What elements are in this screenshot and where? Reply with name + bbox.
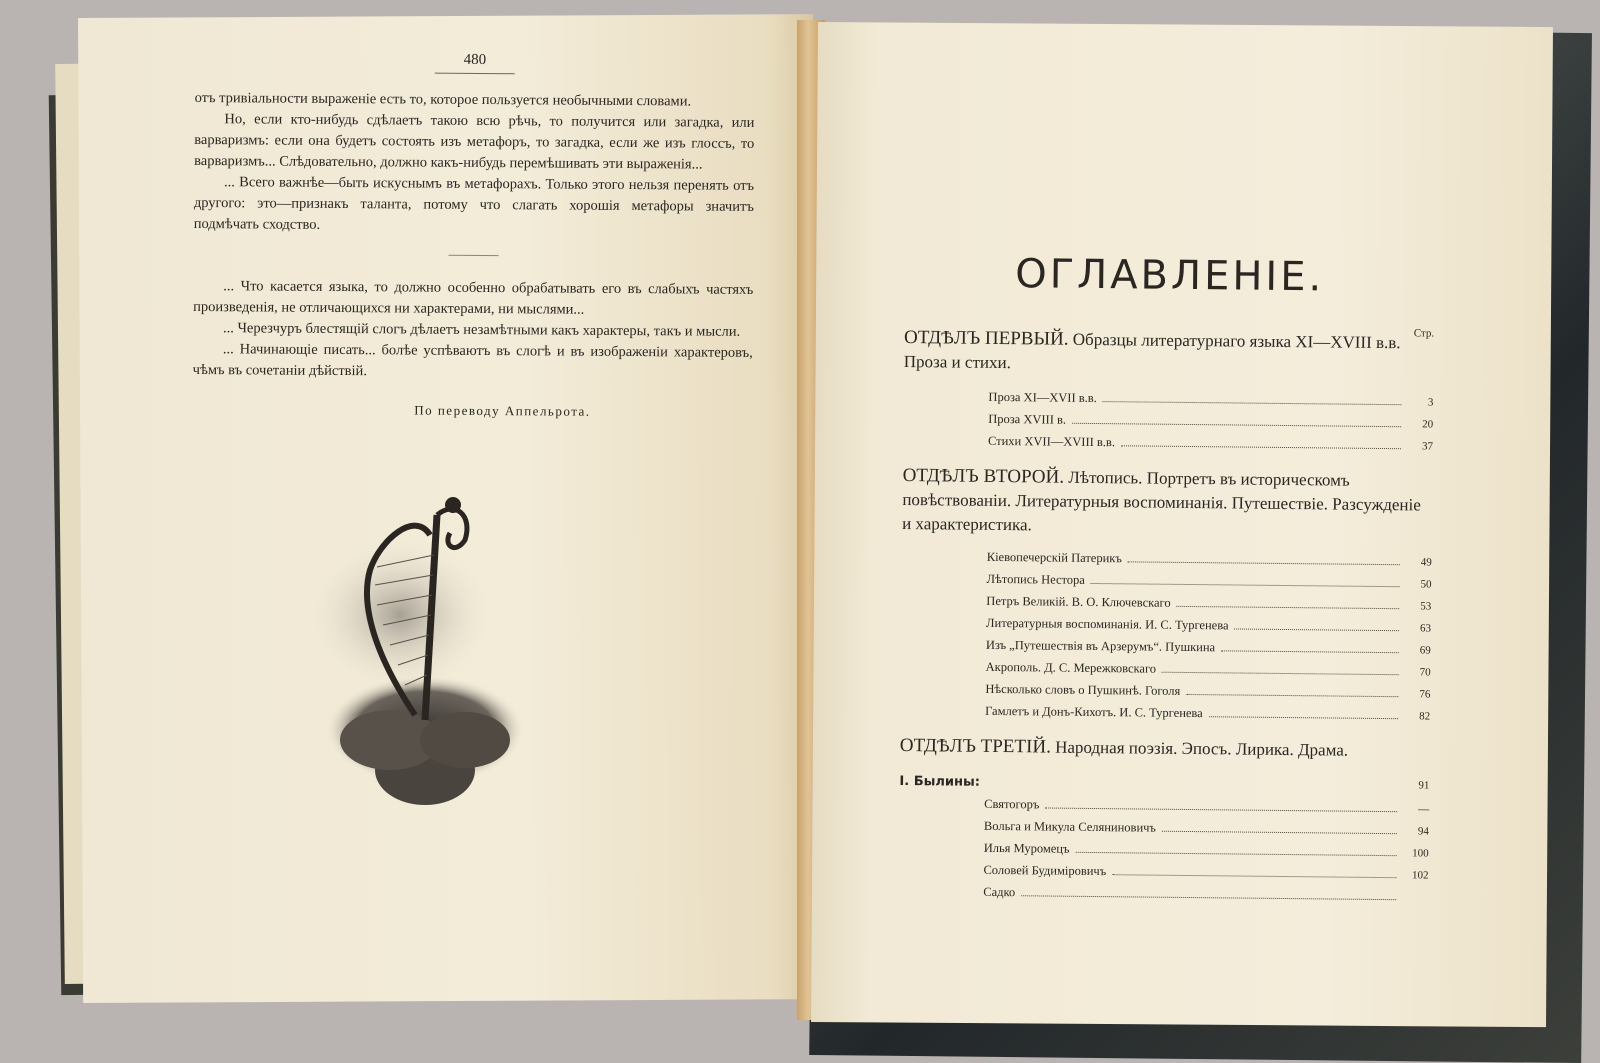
entry-title: Петръ Великій. В. О. Ключевскаго (986, 591, 1171, 614)
entry-page: 70 (1404, 662, 1430, 683)
toc-section (903, 326, 1434, 458)
entry-page: 102 (1402, 865, 1428, 886)
entry-title: Нѣсколько словъ о Пушкинѣ. Гоголя (985, 679, 1180, 702)
toc-section (898, 734, 1430, 908)
section-description: Народная поэзія. Эпосъ. Лирика. Драма. (1051, 738, 1348, 760)
toc-title: ОГЛАВЛЕНІЕ. (905, 250, 1435, 302)
entry-page: 37 (1407, 436, 1433, 457)
entry-page: 3 (1407, 392, 1433, 413)
entry-title: Проза XVIII в. (988, 409, 1066, 431)
leader-dots (1021, 895, 1396, 900)
entry-title: Лѣтопись Нестора (986, 569, 1085, 591)
leader-dots (1128, 561, 1400, 565)
leader-dots (1186, 694, 1398, 697)
leader-dots (1234, 628, 1399, 631)
entry-page: 50 (1405, 574, 1431, 595)
leader-dots (1112, 874, 1396, 878)
section-heading (900, 734, 1430, 764)
leader-dots (1091, 583, 1400, 587)
section-heading (904, 326, 1434, 380)
entry-title: Святогоръ (984, 794, 1039, 816)
leader-dots (1072, 423, 1401, 427)
entry-title: Кіевопечерскій Патерикъ (987, 547, 1122, 569)
harp-illustration (305, 495, 535, 805)
entry-title: Литературныя воспоминанія. И. С. Тургенева (986, 613, 1229, 637)
leader-dots (1075, 852, 1396, 856)
entry-title: Илья Муромецъ (984, 838, 1070, 860)
entry-page: 82 (1404, 706, 1430, 727)
entry-page: 91 (1403, 779, 1429, 794)
leader-dots (1121, 445, 1401, 449)
entry-page: — (1403, 799, 1429, 820)
table-of-contents (898, 250, 1435, 908)
entry-title: Вольга и Микула Селяниновичъ (984, 816, 1156, 839)
subheading (899, 774, 1429, 795)
attribution: По переводу Аппельрота. (192, 401, 752, 421)
paragraph: отъ тривіальности выраженіе есть то, которое пользуется необычными словами. (195, 88, 755, 113)
entry-title: Изъ „Путешествія въ Арзерумъ“. Пушкина (986, 635, 1215, 658)
entry-page: 94 (1403, 821, 1429, 842)
entry-title: Стихи XVII—XVIII в.в. (988, 431, 1115, 453)
leader-dots (1045, 808, 1397, 813)
section-lead: ОТДѢЛЪ ПЕРВЫЙ. (904, 327, 1069, 350)
toc-entry (903, 430, 1433, 458)
page-number-rule (435, 73, 515, 75)
entry-title: Акрополь. Д. С. Мережковскаго (986, 657, 1157, 680)
leader-dots (1177, 606, 1400, 609)
entry-page: 63 (1405, 618, 1431, 639)
paragraph: ... Что касается языка, то должно особенно обрабатывать его въ слабыхъ частяхъ произведенія, не отличающихся ни характерами, ни мыслями... (193, 276, 753, 322)
section-lead: ОТДѢЛЪ ТРЕТІЙ. (900, 735, 1051, 758)
entry-title: Садко (983, 882, 1015, 903)
paragraph: ... Всего важнѣе—быть искуснымъ въ метафорахъ. Только этого нельзя перенять отъ другого: это—признакъ таланта, потому что слагать хорошія метафоры значитъ подмѣчать сходство. (194, 172, 754, 239)
entry-page: 69 (1405, 640, 1431, 661)
entry-page: 76 (1404, 684, 1430, 705)
page-column-label: Стр. (1414, 321, 1435, 345)
section-heading (902, 464, 1433, 542)
entry-title: Проза XI—XVII в.в. (988, 387, 1097, 409)
paragraph: ... Начинающіе писать... болѣе успѣваютъ въ слогѣ и въ изображеніи характеровъ, чѣмъ въ сочетаніи дѣйствій. (193, 339, 753, 385)
left-page-text (192, 40, 755, 421)
leader-dots (1209, 716, 1398, 719)
paragraph: ... Черезчуръ блестящій слогъ дѣлаетъ незамѣтными какъ характеры, такъ и мысли. (193, 318, 753, 343)
section-lead: ОТДѢЛЪ ВТОРОЙ. (903, 465, 1065, 488)
leader-dots (1221, 650, 1399, 653)
entry-page: 53 (1405, 596, 1431, 617)
entry-title: Соловей Будиміровичъ (983, 860, 1106, 882)
divider (448, 255, 498, 256)
toc-section (900, 464, 1433, 728)
entry-page: 20 (1407, 414, 1433, 435)
entry-page: 100 (1403, 843, 1429, 864)
subheading-label: I. Былины: (899, 774, 980, 790)
leader-dots (1103, 401, 1402, 405)
entry-title: Гамлетъ и Донъ-Кихотъ. И. С. Тургенева (985, 701, 1203, 724)
leader-dots (1162, 831, 1397, 834)
toc-entry (900, 700, 1430, 728)
page-number: 480 (195, 50, 755, 71)
entry-page: 49 (1406, 552, 1432, 573)
section-description: Лѣтопись. Портретъ въ историческомъ повѣствованіи. Литературныя воспоминанія. Путешествіе. Разсужденіе и характеристика. (902, 468, 1421, 535)
paragraph: Но, если кто-нибудь сдѣлаетъ такою всю рѣчь, то получится или загадка, или варваризмъ: если она будетъ состоять изъ метафоръ, то загадка, если же изъ глоссъ, то варваризмъ... Слѣдовательно, должно какъ-нибудь перемѣшивать эти выраженія... (194, 109, 754, 176)
leader-dots (1162, 672, 1399, 675)
section-description: Образцы литературнаго языка XI—XVIII в.в. Проза и стихи. (904, 330, 1401, 372)
